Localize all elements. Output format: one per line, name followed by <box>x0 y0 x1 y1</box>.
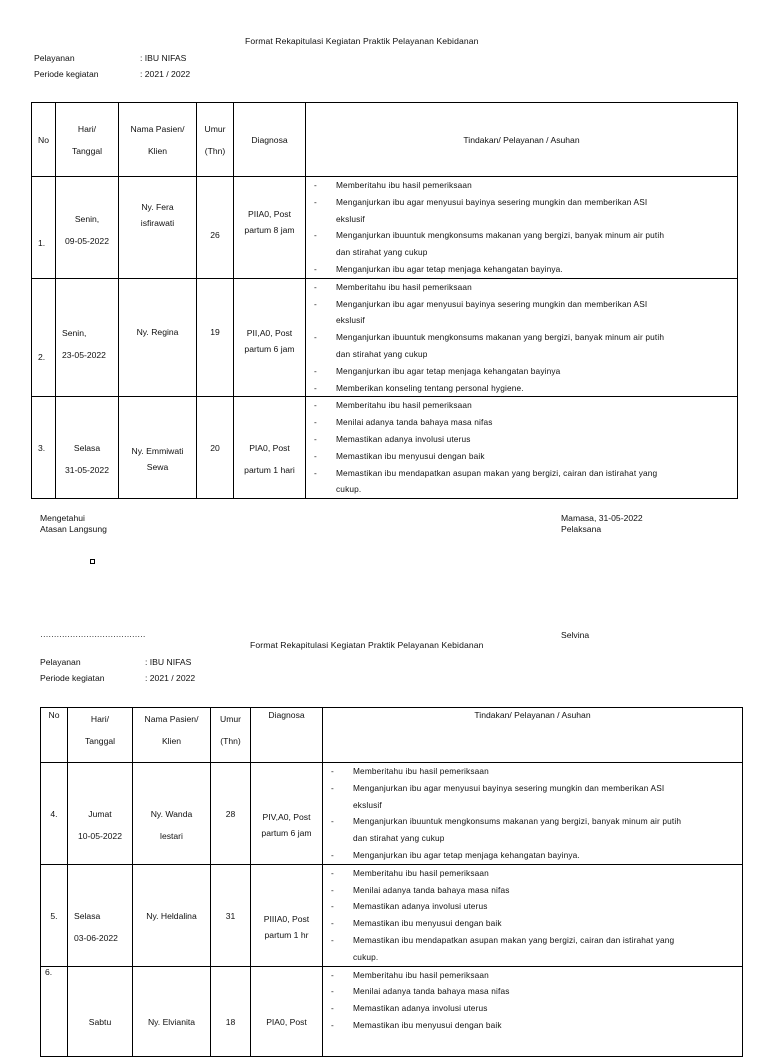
action-item: - Memastikan ibu menyusui dengan baik <box>306 448 733 465</box>
row-hari-tanggal <box>68 864 133 966</box>
action-item: - Menilai adanya tanda bahaya masa nifas <box>323 983 738 1000</box>
header-umur-line1: Umur <box>219 714 241 724</box>
row-tindakan <box>306 278 738 397</box>
row-umur: 26 <box>197 177 234 279</box>
pelaksana-name: Selvina <box>561 630 590 640</box>
row-diagnosa <box>234 397 306 499</box>
doc1-title: Format Rekapitulasi Kegiatan Praktik Pelayanan Kebidanan <box>245 36 479 46</box>
action-item: - Memastikan ibu menyusui dengan baik <box>323 915 738 932</box>
row-nama-line2: lestari <box>160 831 183 841</box>
row-no: 5. <box>41 864 68 966</box>
row-hari: Senin, <box>62 327 87 338</box>
header-no: No <box>32 103 56 177</box>
row-diagnosa <box>234 278 306 397</box>
action-item-cont: dan stirahat yang cukup <box>353 833 445 844</box>
header-tindakan: Tindakan/ Pelayanan / Asuhan <box>323 708 743 763</box>
doc2-rekap-table <box>40 707 743 1057</box>
row-nama-line1: Ny. Wanda <box>150 809 193 819</box>
action-item: - Memastikan adanya involusi uterus <box>306 431 733 448</box>
row-tanggal: 23-05-2022 <box>62 349 106 360</box>
row-diagnosa-line2: partum 6 jam <box>261 828 312 838</box>
row-tindakan <box>323 864 743 966</box>
header-hari-line2: Tanggal <box>84 736 116 746</box>
signature-dots: ………………………………… <box>40 629 146 639</box>
doc2-periode-value: : 2021 / 2022 <box>145 673 196 683</box>
header-hari <box>56 103 119 177</box>
header-umur-line2: (Thn) <box>220 736 241 746</box>
action-list <box>306 397 737 498</box>
action-item: - Memberitahu ibu hasil pemeriksaan <box>306 279 733 296</box>
square-mark <box>90 559 95 564</box>
row-hari-tanggal <box>68 763 133 865</box>
row-no: 1. <box>32 177 56 279</box>
header-umur <box>211 708 251 763</box>
action-item: - Menganjurkan ibuuntuk mengkonsums makanan yang bergizi, banyak minum air putih <box>306 227 733 244</box>
action-item: - Menganjurkan ibu agar tetap menjaga kehangatan bayinya <box>306 363 733 380</box>
action-item: - Memberitahu ibu hasil pemeriksaan <box>306 177 733 194</box>
doc1-rekap-table <box>31 102 738 499</box>
doc1-pelayanan-label: Pelayanan <box>34 53 75 63</box>
row-nama-line1: Ny. Fera <box>141 202 174 212</box>
row-hari-tanggal <box>56 278 119 397</box>
row-nama <box>119 177 197 279</box>
header-nama-line1: Nama Pasien/ <box>130 123 185 134</box>
action-item: - Memastikan adanya involusi uterus <box>323 898 738 915</box>
action-item: - Memastikan ibu menyusui dengan baik <box>323 1017 738 1034</box>
action-item-cont: ekslusif <box>353 799 382 810</box>
row-diagnosa-line1: PIIA0, Post <box>248 209 291 220</box>
row-umur: 18 <box>211 966 251 1056</box>
doc2-pelayanan-label: Pelayanan <box>40 657 81 667</box>
action-item: - Memberitahu ibu hasil pemeriksaan <box>323 763 738 780</box>
action-item: - Menganjurkan ibuuntuk mengkonsums makanan yang bergizi, banyak minum air putih <box>306 329 733 346</box>
table-row <box>32 177 738 279</box>
row-diagnosa-line1: PII,A0, Post <box>246 327 293 338</box>
row-nama-line2: Sewa <box>146 462 169 473</box>
row-umur: 31 <box>211 864 251 966</box>
action-item: - Menilai adanya tanda bahaya masa nifas <box>323 882 738 899</box>
header-umur-line1: Umur <box>204 123 226 134</box>
header-hari-line2: Tanggal <box>71 145 103 156</box>
action-item: - Menganjurkan ibu agar menyusui bayinya sesering mungkin dan memberikan ASI <box>306 296 733 313</box>
action-item: - Menganjurkan ibu agar tetap menjaga kehangatan bayinya. <box>323 847 738 864</box>
action-item-cont: dan stirahat yang cukup <box>336 348 428 359</box>
header-nama-line2: Klien <box>147 145 168 156</box>
row-tanggal: 09-05-2022 <box>65 236 109 247</box>
action-item: - Menganjurkan ibu agar menyusui bayinya sesering mungkin dan memberikan ASI <box>323 780 738 797</box>
mengetahui-label: Mengetahui <box>40 513 85 523</box>
action-item: - Memberitahu ibu hasil pemeriksaan <box>323 865 738 882</box>
row-nama-line1: Ny. Emmiwati <box>131 446 184 457</box>
pelaksana-label: Pelaksana <box>561 524 602 534</box>
header-nama-line2: Klien <box>161 736 182 746</box>
row-diagnosa-line2: partum 8 jam <box>244 225 295 236</box>
row-diagnosa-line2: partum 6 jam <box>244 343 295 354</box>
row-diagnosa-line1: PIV,A0, Post <box>262 812 311 822</box>
doc2-title: Format Rekapitulasi Kegiatan Praktik Pelayanan Kebidanan <box>250 640 484 650</box>
row-diagnosa <box>234 177 306 279</box>
row-no: 6. <box>41 966 68 1056</box>
row-umur: 19 <box>197 278 234 397</box>
row-tindakan <box>306 177 738 279</box>
doc1-periode-value: : 2021 / 2022 <box>140 69 191 79</box>
row-tindakan <box>306 397 738 499</box>
header-hari-line1: Hari/ <box>90 714 110 724</box>
doc1-periode-label: Periode kegiatan <box>34 69 99 79</box>
action-list <box>306 177 737 278</box>
row-umur: 20 <box>197 397 234 499</box>
action-item: - Menilai adanya tanda bahaya masa nifas <box>306 414 733 431</box>
action-item-cont: ekslusif <box>336 213 365 224</box>
header-umur-line2: (Thn) <box>204 145 226 156</box>
action-item: - Memastikan ibu mendapatkan asupan makan yang bergizi, cairan dan istirahat yang <box>323 932 738 949</box>
doc1-header-row <box>32 103 738 177</box>
atasan-label: Atasan Langsung <box>40 524 107 534</box>
row-hari-tanggal <box>56 177 119 279</box>
action-item: - Memastikan adanya involusi uterus <box>323 1000 738 1017</box>
row-tanggal: 03-06-2022 <box>74 932 118 943</box>
row-diagnosa-line2: partum 1 hari <box>244 465 295 476</box>
row-tindakan <box>323 763 743 865</box>
action-item-cont: ekslusif <box>336 315 365 326</box>
action-item: - Menganjurkan ibuuntuk mengkonsums makanan yang bergizi, banyak minum air putih <box>323 813 738 830</box>
row-no: 4. <box>41 763 68 865</box>
row-no: 2. <box>32 278 56 397</box>
row-diagnosa-line1: PIA0, Post <box>249 443 290 454</box>
row-umur: 28 <box>211 763 251 865</box>
header-no: No <box>41 708 68 763</box>
row-diagnosa: PIA0, Post <box>251 966 323 1056</box>
row-tanggal: 10-05-2022 <box>78 831 122 841</box>
doc2-periode-label: Periode kegiatan <box>40 673 105 683</box>
table-row <box>41 864 743 966</box>
action-item: - Menganjurkan ibu agar menyusui bayinya sesering mungkin dan memberikan ASI <box>306 194 733 211</box>
action-item-cont: cukup. <box>336 484 362 495</box>
header-hari-line1: Hari/ <box>77 123 97 134</box>
header-nama <box>133 708 211 763</box>
doc2-pelayanan-value: : IBU NIFAS <box>145 657 192 667</box>
table-row <box>41 763 743 865</box>
row-diagnosa-line1: PIIIA0, Post <box>263 913 310 924</box>
header-nama <box>119 103 197 177</box>
action-item: - Memberikan konseling tentang personal hygiene. <box>306 380 733 397</box>
row-diagnosa-line2: partum 1 hr <box>264 929 309 940</box>
table-row <box>32 397 738 499</box>
row-tindakan <box>323 966 743 1056</box>
action-item: - Menganjurkan ibu agar tetap menjaga kehangatan bayinya. <box>306 261 733 278</box>
action-item: - Memastikan ibu mendapatkan asupan makan yang bergizi, cairan dan istirahat yang <box>306 465 733 482</box>
action-item: - Memberitahu ibu hasil pemeriksaan <box>323 967 738 984</box>
row-nama-line2: isfirawati <box>140 218 175 228</box>
row-hari: Senin, <box>74 214 100 225</box>
row-nama <box>119 397 197 499</box>
action-item: - Memberitahu ibu hasil pemeriksaan <box>306 397 733 414</box>
header-hari <box>68 708 133 763</box>
header-tindakan: Tindakan/ Pelayanan / Asuhan <box>306 103 738 177</box>
doc2-header-row <box>41 708 743 763</box>
action-list <box>323 865 742 966</box>
action-item-cont: dan stirahat yang cukup <box>336 247 428 258</box>
table-row <box>32 278 738 397</box>
row-hari-tanggal <box>56 397 119 499</box>
header-diagnosa: Diagnosa <box>234 103 306 177</box>
header-diagnosa: Diagnosa <box>251 708 323 763</box>
row-diagnosa <box>251 864 323 966</box>
table-row <box>41 966 743 1056</box>
action-list <box>306 279 737 397</box>
row-diagnosa <box>251 763 323 865</box>
action-item-cont: cukup. <box>353 951 379 962</box>
row-hari: Jumat <box>88 809 112 819</box>
row-nama <box>133 763 211 865</box>
row-nama: Ny. Elvianita <box>133 966 211 1056</box>
header-umur <box>197 103 234 177</box>
row-nama: Ny. Regina <box>119 278 197 397</box>
row-tanggal: 31-05-2022 <box>65 465 109 476</box>
row-hari: Sabtu <box>68 966 133 1056</box>
doc1-pelayanan-value: : IBU NIFAS <box>140 53 187 63</box>
header-nama-line1: Nama Pasien/ <box>144 714 199 724</box>
action-list <box>323 763 742 864</box>
row-nama: Ny. Heldalina <box>133 864 211 966</box>
row-hari: Selasa <box>74 910 101 921</box>
row-no: 3. <box>32 397 56 499</box>
place-date: Mamasa, 31-05-2022 <box>561 513 643 523</box>
row-hari: Selasa <box>73 443 101 454</box>
